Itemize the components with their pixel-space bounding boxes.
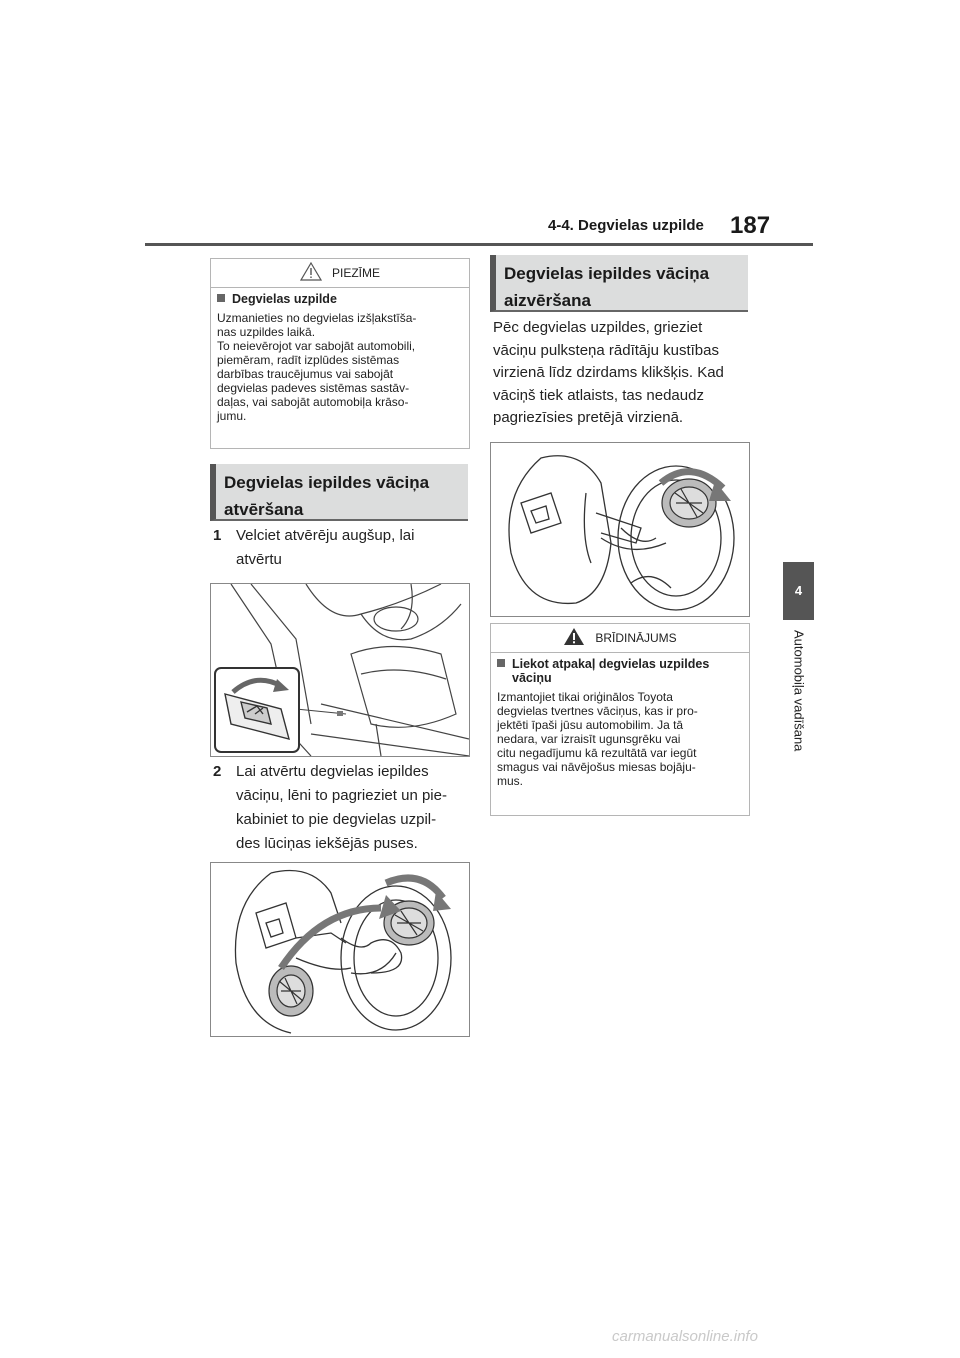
step-number: 1 bbox=[213, 527, 222, 544]
chapter-label-vertical bbox=[776, 630, 822, 790]
closing-instructions bbox=[493, 317, 751, 430]
warning-line: degvielas tvertnes vāciņus, kas ir pro- bbox=[497, 704, 698, 718]
note-line: jumu. bbox=[217, 409, 247, 423]
warning-line: Izmantojiet tikai oriģinālos Toyota bbox=[497, 690, 673, 704]
paragraph-line: virzienā līdz dzirdams klikšķis. Kad bbox=[493, 364, 724, 381]
paragraph-line: Pēc degvielas uzpildes, grieziet bbox=[493, 319, 703, 336]
section-heading-closing: Degvielas iepildes vāciņa aizvēršana bbox=[490, 255, 748, 312]
warning-heading: Liekot atpakaļ degvielas uzpildes vāciņu bbox=[497, 657, 743, 685]
note-box bbox=[210, 258, 470, 449]
warning-box bbox=[490, 623, 750, 816]
note-line: piemēram, radīt izplūdes sistēmas bbox=[217, 353, 400, 367]
step-text: vāciņu, lēni to pagrieziet un pie- bbox=[236, 787, 447, 804]
step-text: Velciet atvērēju augšup, lai bbox=[236, 527, 415, 544]
square-bullet-icon bbox=[217, 294, 225, 302]
note-title: PIEZĪME bbox=[331, 266, 380, 280]
step-text: atvērtu bbox=[236, 551, 282, 568]
illustration-opener-lever bbox=[210, 583, 470, 757]
step-2 bbox=[213, 760, 471, 856]
warning-title: BRĪDINĀJUMS bbox=[595, 631, 677, 645]
step-1 bbox=[213, 524, 468, 572]
note-line: daļas, vai sabojāt automobiļa krāso- bbox=[217, 395, 409, 409]
note-line: To neievērojot var sabojāt automobili, bbox=[217, 339, 416, 353]
running-header: 4-4. Degvielas uzpilde bbox=[548, 217, 704, 234]
illustration-remove-fuel-cap bbox=[210, 862, 470, 1037]
note-line: degvielas padeves sistēmas sastāv- bbox=[217, 381, 410, 395]
paragraph-line: vāciņu pulksteņa rādītāju kustības bbox=[493, 341, 719, 359]
warning-line: jektēti īpaši jūsu automobilim. Ja tā bbox=[497, 718, 684, 732]
watermark: carmanualsonline.info bbox=[612, 1328, 758, 1345]
step-number: 2 bbox=[213, 763, 222, 780]
step-text: Lai atvērtu degvielas iepildes bbox=[236, 763, 429, 780]
square-bullet-icon bbox=[497, 659, 505, 667]
note-heading: Degvielas uzpilde bbox=[217, 292, 463, 306]
illustration-close-fuel-cap bbox=[490, 442, 750, 617]
warning-line: citu negadījumu kā rezultātā var iegūt bbox=[497, 746, 697, 760]
section-heading-opening: Degvielas iepildes vāciņa atvēršana bbox=[210, 464, 468, 521]
step-text: kabiniet to pie degvielas uzpil- bbox=[236, 811, 437, 828]
step-text: des lūciņas iekšējās puses. bbox=[236, 835, 418, 852]
page-number: 187 bbox=[730, 212, 771, 239]
caution-triangle-icon bbox=[300, 262, 322, 284]
paragraph-line: vāciņš tiek atlaists, tas nedaudz bbox=[493, 386, 704, 404]
warning-box-header bbox=[491, 624, 749, 653]
warning-line: mus. bbox=[497, 774, 524, 788]
note-line: Uzmanieties no degvielas izšļakstīša- bbox=[217, 311, 417, 325]
note-line: darbības traucējumus vai sabojāt bbox=[217, 367, 394, 381]
paragraph-line: pagriezīsies pretējā virzienā. bbox=[493, 409, 684, 426]
chapter-tab: 4 bbox=[783, 562, 814, 620]
chapter-label: Automobiļa vadīšana bbox=[791, 630, 807, 752]
note-box-header bbox=[211, 259, 469, 288]
note-line: nas uzpildes laikā. bbox=[217, 325, 316, 339]
warning-line: smagus vai nāvējošus miesas bojāju- bbox=[497, 760, 696, 774]
warning-triangle-icon bbox=[563, 627, 585, 649]
header-rule bbox=[145, 243, 813, 246]
warning-line: nedara, var izraisīt ugunsgrēku vai bbox=[497, 732, 681, 746]
